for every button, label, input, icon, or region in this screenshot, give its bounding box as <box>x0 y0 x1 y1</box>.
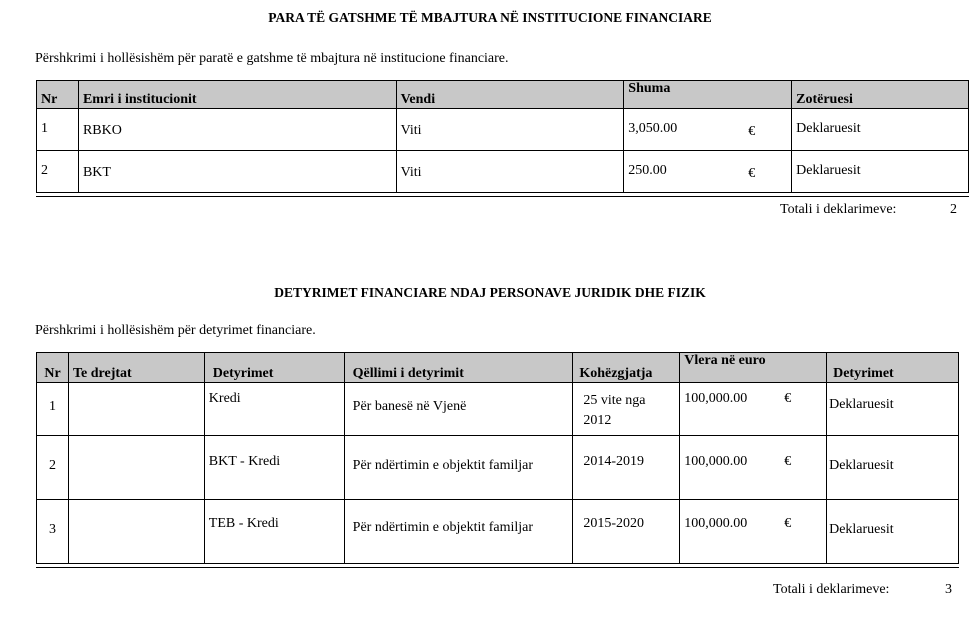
row-duration: 2014-2019 <box>573 436 680 500</box>
row-rights <box>68 436 204 500</box>
table-row <box>37 500 959 564</box>
header-institution: Emri i institucionit <box>78 81 396 109</box>
row-nr: 1 <box>37 383 69 436</box>
row-place: Viti <box>396 151 624 193</box>
row-nr: 2 <box>37 151 79 193</box>
row-owner: Deklaruesit <box>792 151 969 193</box>
row-amount-cell <box>624 109 792 151</box>
header-duration: Kohëzgjatja <box>573 353 680 383</box>
euro-icon: € <box>784 391 792 406</box>
header-owner: Zotëruesi <box>792 81 969 109</box>
row-value-cell <box>680 500 827 564</box>
header-place: Vendi <box>396 81 624 109</box>
row-purpose: Për banesë në Vjenë <box>344 383 573 436</box>
row-value: 100,000.00 <box>684 454 748 469</box>
header-purpose: Qëllimi i detyrimit <box>344 353 573 383</box>
cash-table <box>36 80 969 193</box>
row-value: 100,000.00 <box>684 391 748 406</box>
header-value: Vlera në euro <box>680 353 827 383</box>
row-obligation: BKT - Kredi <box>204 436 344 500</box>
row-purpose: Për ndërtimin e objektit familjar <box>344 500 573 564</box>
euro-icon: € <box>748 124 756 139</box>
total-label: Totali i deklarimeve: <box>773 582 890 597</box>
table-bottom-rule <box>36 567 959 568</box>
row-obligation: Kredi <box>204 383 344 436</box>
row-amount-cell <box>624 151 792 193</box>
euro-icon: € <box>784 454 792 469</box>
row-nr: 1 <box>37 109 79 151</box>
table-row <box>37 109 969 151</box>
liabilities-table <box>36 352 959 564</box>
table-bottom-rule <box>36 196 969 197</box>
row-amount: 3,050.00 <box>628 121 678 136</box>
euro-icon: € <box>784 516 792 531</box>
euro-icon: € <box>748 166 756 181</box>
header-nr: Nr <box>37 81 79 109</box>
row-holder: Deklaruesit <box>827 500 959 564</box>
table-row <box>37 151 969 193</box>
row-nr: 3 <box>37 500 69 564</box>
total-value: 3 <box>945 582 952 597</box>
row-holder: Deklaruesit <box>827 383 959 436</box>
row-rights <box>68 383 204 436</box>
row-holder: Deklaruesit <box>827 436 959 500</box>
row-owner: Deklaruesit <box>792 109 969 151</box>
row-value-cell <box>680 383 827 436</box>
table-row <box>37 436 959 500</box>
section1-total <box>780 202 957 218</box>
total-label: Totali i deklarimeve: <box>780 202 897 217</box>
row-nr: 2 <box>37 436 69 500</box>
row-place: Viti <box>396 109 624 151</box>
table-row <box>37 383 959 436</box>
section1-title: PARA TË GATSHME TË MBAJTURA NË INSTITUCIONE FINANCIARE <box>268 10 712 25</box>
section2-total <box>773 582 952 598</box>
row-rights <box>68 500 204 564</box>
header-amount: Shuma <box>624 81 792 109</box>
row-institution: BKT <box>78 151 396 193</box>
row-purpose: Për ndërtimin e objektit familjar <box>344 436 573 500</box>
section2-title: DETYRIMET FINANCIARE NDAJ PERSONAVE JURIDIK DHE FIZIK <box>274 285 706 300</box>
row-duration: 2015-2020 <box>573 500 680 564</box>
header-obligations: Detyrimet <box>204 353 344 383</box>
row-duration: 25 vite nga 2012 <box>573 383 680 436</box>
section1-description: Përshkrimi i hollësishëm për paratë e gatshme të mbajtura në institucione financiare. <box>35 51 509 66</box>
row-obligation: TEB - Kredi <box>204 500 344 564</box>
row-amount: 250.00 <box>628 163 667 178</box>
section2-description: Përshkrimi i hollësishëm për detyrimet financiare. <box>35 323 316 338</box>
row-institution: RBKO <box>78 109 396 151</box>
row-value: 100,000.00 <box>684 516 748 531</box>
header-nr: Nr <box>37 353 69 383</box>
header-rights: Te drejtat <box>68 353 204 383</box>
row-value-cell <box>680 436 827 500</box>
header-holder: Detyrimet <box>827 353 959 383</box>
total-value: 2 <box>950 202 957 217</box>
